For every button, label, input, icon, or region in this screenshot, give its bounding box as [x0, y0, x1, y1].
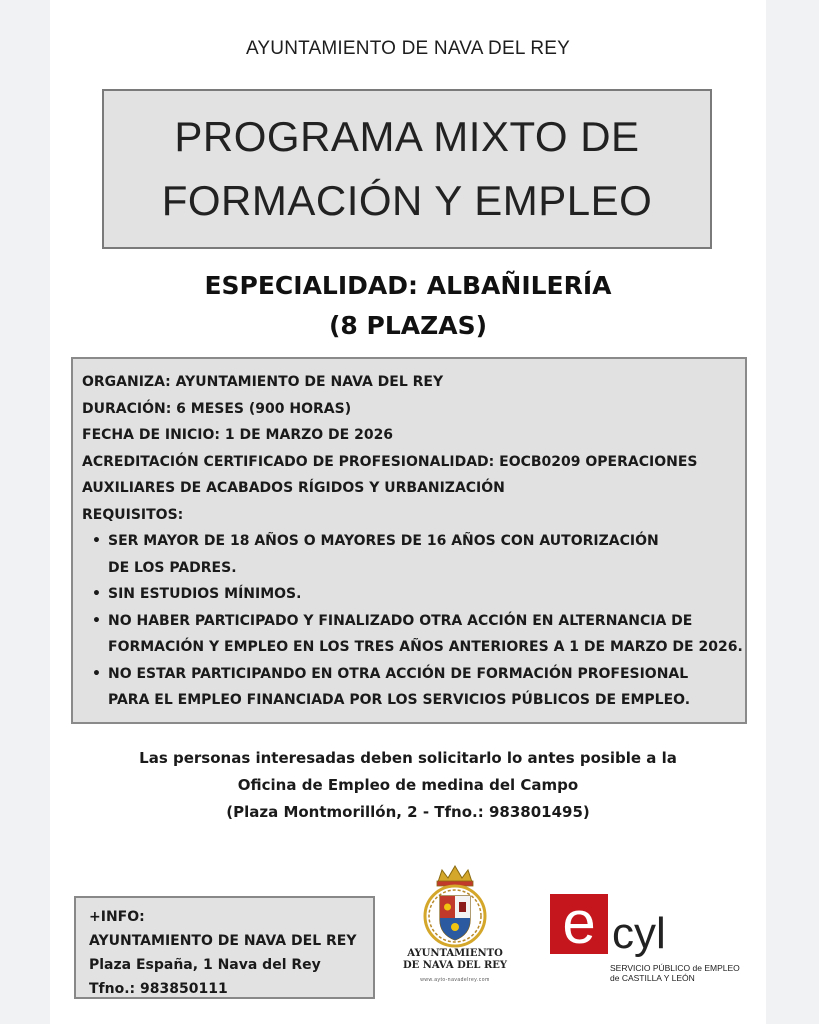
requisito-text: NO HABER PARTICIPADO Y FINALIZADO OTRA ACCIÓN EN ALTERNANCIA DE [108, 612, 693, 629]
requisito-text: NO ESTAR PARTICIPANDO EN OTRA ACCIÓN DE FORMACIÓN PROFESIONAL [108, 665, 689, 682]
fecha-inicio-line: FECHA DE INICIO: 1 DE MARZO DE 2026 [82, 427, 394, 443]
requisito-text: DE LOS PADRES. [108, 559, 237, 576]
apply-line-3: (Plaza Montmorillón, 2 - Tfno.: 983801495) [226, 803, 590, 821]
details-box [71, 357, 747, 724]
bullet-icon: • [92, 586, 101, 602]
list-item [82, 581, 745, 608]
application-instructions [50, 745, 766, 826]
bullet-icon: • [92, 612, 101, 629]
info-organization: AYUNTAMIENTO DE NAVA DEL REY [89, 933, 357, 949]
list-item [82, 608, 745, 661]
ecyl-logo [548, 890, 738, 990]
poster-sheet [50, 0, 766, 1024]
requisito-text: FORMACIÓN Y EMPLEO EN LOS TRES AÑOS ANTERIORES A 1 DE MARZO DE 2026. [108, 639, 743, 655]
duracion-line: DURACIÓN: 6 MESES (900 HORAS) [82, 400, 352, 417]
ecyl-letters-cyl: cyl [612, 909, 666, 958]
ecyl-letter-e: e [562, 890, 596, 956]
organization-header: AYUNTAMIENTO DE NAVA DEL REY [245, 38, 571, 59]
crest-caption [400, 948, 510, 972]
crest-caption-line-2: DE NAVA DEL REY [402, 960, 508, 971]
title-line-1: PROGRAMA MIXTO DE [174, 113, 640, 160]
ecyl-wordmark [548, 890, 738, 962]
list-item [82, 661, 745, 714]
title-line-2: FORMACIÓN Y EMPLEO [161, 177, 653, 224]
ecyl-subtitle-line-1: SERVICIO PÚBLICO de EMPLEO [610, 963, 740, 973]
ecyl-subtitle [610, 963, 750, 983]
ayuntamiento-crest-logo [400, 862, 510, 987]
requisito-text: PARA EL EMPLEO FINANCIADA POR LOS SERVICIOS PÚBLICOS DE EMPLEO. [108, 692, 691, 708]
specialty-line-1: ESPECIALIDAD: ALBAÑILERÍA [204, 271, 612, 300]
contact-info-box [74, 896, 375, 999]
organiza-line: ORGANIZA: AYUNTAMIENTO DE NAVA DEL REY [82, 374, 444, 390]
info-phone: Tfno.: 983850111 [89, 981, 228, 997]
bullet-icon: • [92, 665, 101, 682]
requisitos-list [82, 528, 745, 714]
coat-of-arms-icon [400, 862, 510, 950]
crest-caption-line-1: AYUNTAMIENTO [407, 948, 503, 959]
requisito-text: SIN ESTUDIOS MÍNIMOS. [108, 586, 302, 602]
list-item [82, 528, 745, 581]
requisito-text: SER MAYOR DE 18 AÑOS O MAYORES DE 16 AÑOS CON AUTORIZACIÓN [108, 533, 659, 549]
acreditacion-line-2: AUXILIARES DE ACABADOS RÍGIDOS Y URBANIZACIÓN [82, 480, 505, 496]
acreditacion-line-1: ACREDITACIÓN CERTIFICADO DE PROFESIONALIDAD: EOCB0209 OPERACIONES [82, 453, 698, 470]
info-address: Plaza España, 1 Nava del Rey [89, 957, 321, 973]
bullet-icon: • [92, 533, 101, 549]
ecyl-subtitle-line-2: de CASTILLA Y LEÓN [610, 973, 695, 983]
specialty-line-2: (8 PLAZAS) [328, 311, 488, 340]
title-box [102, 89, 712, 249]
crest-website: www.ayto-navadelrey.com [420, 977, 490, 983]
requisitos-label: REQUISITOS: [82, 506, 184, 523]
info-label: +INFO: [89, 909, 145, 925]
apply-line-1: Las personas interesadas deben solicitarlo lo antes posible a la [139, 749, 677, 767]
apply-line-2: Oficina de Empleo de medina del Campo [237, 776, 579, 794]
specialty-heading [50, 266, 766, 346]
